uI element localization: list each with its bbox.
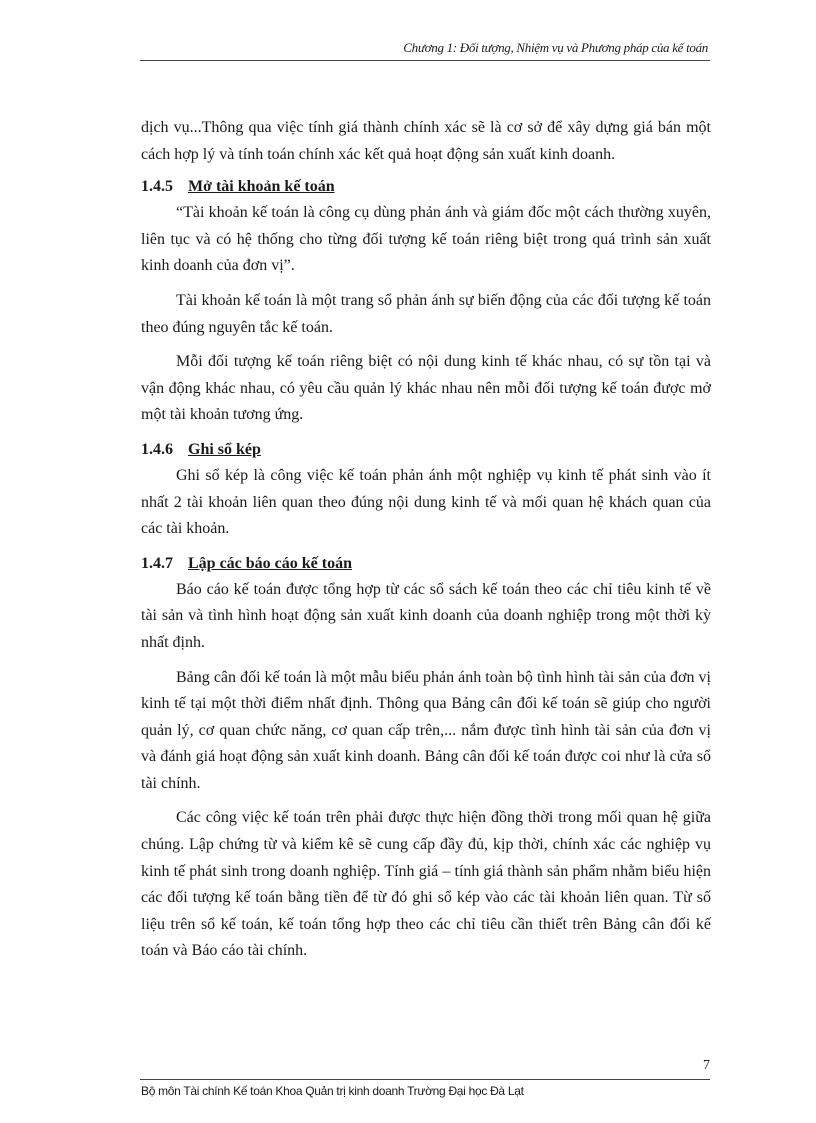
section-title: Ghi sổ kép <box>188 440 261 458</box>
section-title: Mở tài khoản kế toán <box>188 178 335 196</box>
page-number: 7 <box>703 1058 710 1073</box>
section-number: 1.4.6 <box>141 440 173 458</box>
section-title: Lập các báo cáo kế toán <box>188 554 352 572</box>
section-1-4-7-paragraph-1: Báo cáo kế toán được tổng hợp từ các sổ sách kế toán theo các chỉ tiêu kinh tế về tài sản và tình hình hoạt động sản xuất kinh doanh của doanh nghiệp trong một thời kỳ nhất định. <box>141 580 711 651</box>
section-heading-1-4-6 <box>141 437 711 463</box>
running-header: Chương 1: Đối tượng, Nhiệm vụ và Phương pháp của kế toán <box>403 40 708 55</box>
section-1-4-6-paragraph-1: Ghi sổ kép là công việc kế toán phản ánh một nghiệp vụ kinh tế phát sinh vào ít nhất 2 tài khoản liên quan theo đúng nội dung kinh tế và mối quan hệ khách quan của các tài khoản. <box>141 466 711 538</box>
section-1-4-5-paragraph-3: Mỗi đối tượng kế toán riêng biệt có nội dung kinh tế khác nhau, có sự tồn tại và vận động khác nhau, có yêu cầu quản lý khác nhau nên mỗi đối tượng kế toán được mở một tài khoản tương ứng. <box>141 353 711 424</box>
section-number: 1.4.7 <box>141 554 173 572</box>
section-heading-1-4-7 <box>141 551 711 577</box>
section-1-4-7-paragraph-2: Bảng cân đối kế toán là một mẫu biểu phản ánh toàn bộ tình hình tài sản của đơn vị kinh tế tại một thời điểm nhất định. Thông qua Bảng cân đối kế toán sẽ giúp cho người quản lý, cơ quan chức năng, cơ quan cấp trên,... nắm được tình hình tài sản của đơn vị và đánh giá hoạt động sản xuất kinh doanh. Bảng cân đối kế toán được coi như là cửa sổ tài chính. <box>141 668 711 792</box>
section-1-4-5-paragraph-1: “Tài khoản kế toán là công cụ dùng phản ánh và giám đốc một cách thường xuyên, liên tục và có hệ thống cho từng đối tượng kế toán riêng biệt trong quá trình sản xuất kinh doanh của đơn vị”. <box>141 204 711 275</box>
section-heading-1-4-5 <box>141 174 711 200</box>
section-1-4-5-paragraph-2: Tài khoản kế toán là một trang sổ phản ánh sự biến động của các đối tượng kế toán theo đúng nguyên tắc kế toán. <box>141 291 711 336</box>
footer-divider <box>140 1079 710 1080</box>
page-body <box>141 115 711 973</box>
intro-paragraph: dịch vụ...Thông qua việc tính giá thành chính xác sẽ là cơ sở để xây dựng giá bán một cách hợp lý và tính toán chính xác kết quả hoạt động sản xuất kinh doanh. <box>141 119 711 163</box>
section-number: 1.4.5 <box>141 178 173 196</box>
running-footer: Bộ môn Tài chính Kế toán Khoa Quản trị kinh doanh Trường Đại học Đà Lạt <box>141 1084 524 1098</box>
section-1-4-7-paragraph-3: Các công việc kế toán trên phải được thực hiện đồng thời trong mối quan hệ giữa chúng. Lập chứng từ và kiểm kê sẽ cung cấp đầy đủ, kịp thời, chính xác các nghiệp vụ kinh tế phát sinh trong doanh nghiệp. Tính giá – tính giá thành sản phẩm nhằm biểu hiện các đối tượng kế toán bằng tiền để từ đó ghi sổ kép vào các tài khoản liên quan. Từ số liệu trên sổ kế toán, kế toán tổng hợp theo các chỉ tiêu cần thiết trên Bảng cân đối kế toán và Báo cáo tài chính. <box>141 809 711 960</box>
header-divider <box>140 60 710 61</box>
